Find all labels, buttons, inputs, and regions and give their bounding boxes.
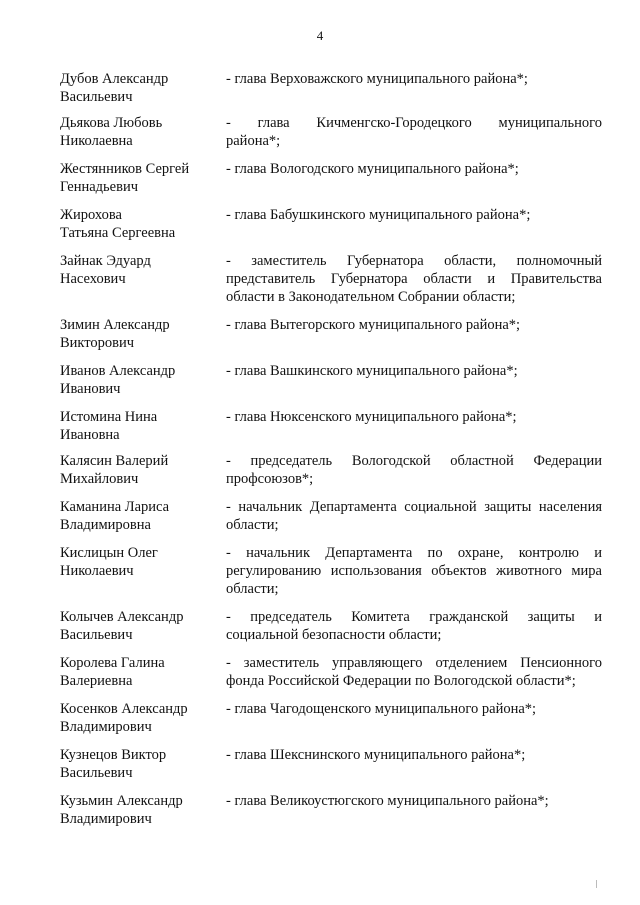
member-position-line: регулированию использования объектов животного мира [226,563,602,579]
member-position [226,608,602,654]
member-position-line: представитель Губернатора области и Правительства [226,271,602,287]
member-position-line: - начальник Департамента социальной защиты населения [226,499,602,515]
member-name [60,160,226,206]
margin-mark [596,880,597,888]
member-name [60,700,226,746]
member-position-line: - заместитель управляющего отделением Пенсионного [226,655,602,671]
member-name-line: Каманина Лариса [60,499,170,515]
member-position-line: области; [226,581,279,597]
member-name-line: Викторович [60,335,135,351]
member-position [226,70,602,114]
member-position [226,792,602,838]
roster-entry [60,452,602,498]
member-name-line: Иванович [60,381,121,397]
member-name [60,654,226,700]
member-name-line: Ивановна [60,427,120,443]
member-position-line: - глава Чагодощенского муниципального района*; [226,701,537,717]
member-position-line: - глава Верховажского муниципального района*; [226,71,528,87]
member-position-line: - заместитель Губернатора области, полномочный [226,253,602,269]
roster-entry [60,252,602,316]
member-name-line: Николаевич [60,563,134,579]
member-position-line: - глава Шекснинского муниципального района*; [226,747,526,763]
roster-entry [60,408,602,452]
member-name-line: Колычев Александр [60,609,184,625]
member-name-line: Иванов Александр [60,363,176,379]
member-position [226,408,602,452]
member-name-line: Королева Галина [60,655,165,671]
roster-entry [60,700,602,746]
member-name [60,252,226,316]
member-name-line: Зимин Александр [60,317,170,333]
member-position-line: - председатель Вологодской областной Федерации [226,453,602,469]
roster-entry [60,498,602,544]
member-position [226,316,602,362]
member-position-line: района*; [226,133,281,149]
member-position [226,452,602,498]
member-name-line: Татьяна Сергеевна [60,225,176,241]
member-position-line: - глава Вытегорского муниципального района*; [226,317,521,333]
roster-entry [60,70,602,114]
member-position [226,498,602,544]
member-position [226,114,602,160]
member-position [226,700,602,746]
roster-entry [60,792,602,838]
roster-entry [60,544,602,608]
member-position [226,746,602,792]
member-name [60,114,226,160]
member-position-line: - глава Вологодского муниципального района*; [226,161,519,177]
member-name-line: Владимирович [60,719,152,735]
member-position [226,252,602,316]
member-name-line: Истомина Нина [60,409,158,425]
member-position-line: области в Законодательном Собрании области; [226,289,516,305]
member-name [60,70,226,114]
member-position-line: фонда Российской Федерации по Вологодской области*; [226,673,576,689]
roster-entry [60,608,602,654]
member-name-line: Кузнецов Виктор [60,747,167,763]
member-roster [60,70,602,838]
member-name-line: Жестянников Сергей [60,161,190,177]
member-position-line: области; [226,517,279,533]
member-name-line: Владимировна [60,517,151,533]
member-position [226,206,602,252]
member-position-line: - председатель Комитета гражданской защиты и [226,609,602,625]
roster-entry [60,654,602,700]
member-name-line: Николаевна [60,133,133,149]
member-position-line: - глава Нюксенского муниципального района*; [226,409,517,425]
member-name [60,408,226,452]
member-position-line: - глава Кичменгско-Городецкого муниципального [226,115,602,131]
roster-entry [60,316,602,362]
member-name [60,746,226,792]
roster-entry [60,746,602,792]
member-position [226,362,602,408]
member-name-line: Кузьмин Александр [60,793,183,809]
member-position-line: - начальник Департамента по охране, контролю и [226,545,602,561]
member-position [226,544,602,608]
member-position-line: профсоюзов*; [226,471,314,487]
member-position [226,654,602,700]
member-name-line: Владимирович [60,811,152,827]
member-name-line: Насехович [60,271,126,287]
member-name-line: Васильевич [60,627,133,643]
member-name-line: Валериевна [60,673,133,689]
page-number: 4 [316,28,324,43]
member-name-line: Дьякова Любовь [60,115,163,131]
member-name-line: Геннадьевич [60,179,138,195]
roster-entry [60,160,602,206]
member-name [60,316,226,362]
member-name-line: Дубов Александр [60,71,169,87]
member-name-line: Васильевич [60,765,133,781]
member-name [60,452,226,498]
roster-entry [60,114,602,160]
member-name [60,206,226,252]
member-name-line: Жирохова [60,207,122,223]
member-name-line: Васильевич [60,89,133,105]
member-name-line: Калясин Валерий [60,453,169,469]
member-name-line: Михайлович [60,471,139,487]
member-name [60,544,226,608]
member-position [226,160,602,206]
member-name-line: Косенков Александр [60,701,188,717]
member-position-line: социальной безопасности области; [226,627,442,643]
member-name [60,792,226,838]
member-position-line: - глава Великоустюгского муниципального района*; [226,793,549,809]
roster-entry [60,206,602,252]
member-name [60,362,226,408]
member-name [60,608,226,654]
roster-entry [60,362,602,408]
member-position-line: - глава Бабушкинского муниципального района*; [226,207,531,223]
member-name-line: Кислицын Олег [60,545,158,561]
member-name [60,498,226,544]
member-name-line: Зайнак Эдуард [60,253,151,269]
member-position-line: - глава Вашкинского муниципального района*; [226,363,518,379]
